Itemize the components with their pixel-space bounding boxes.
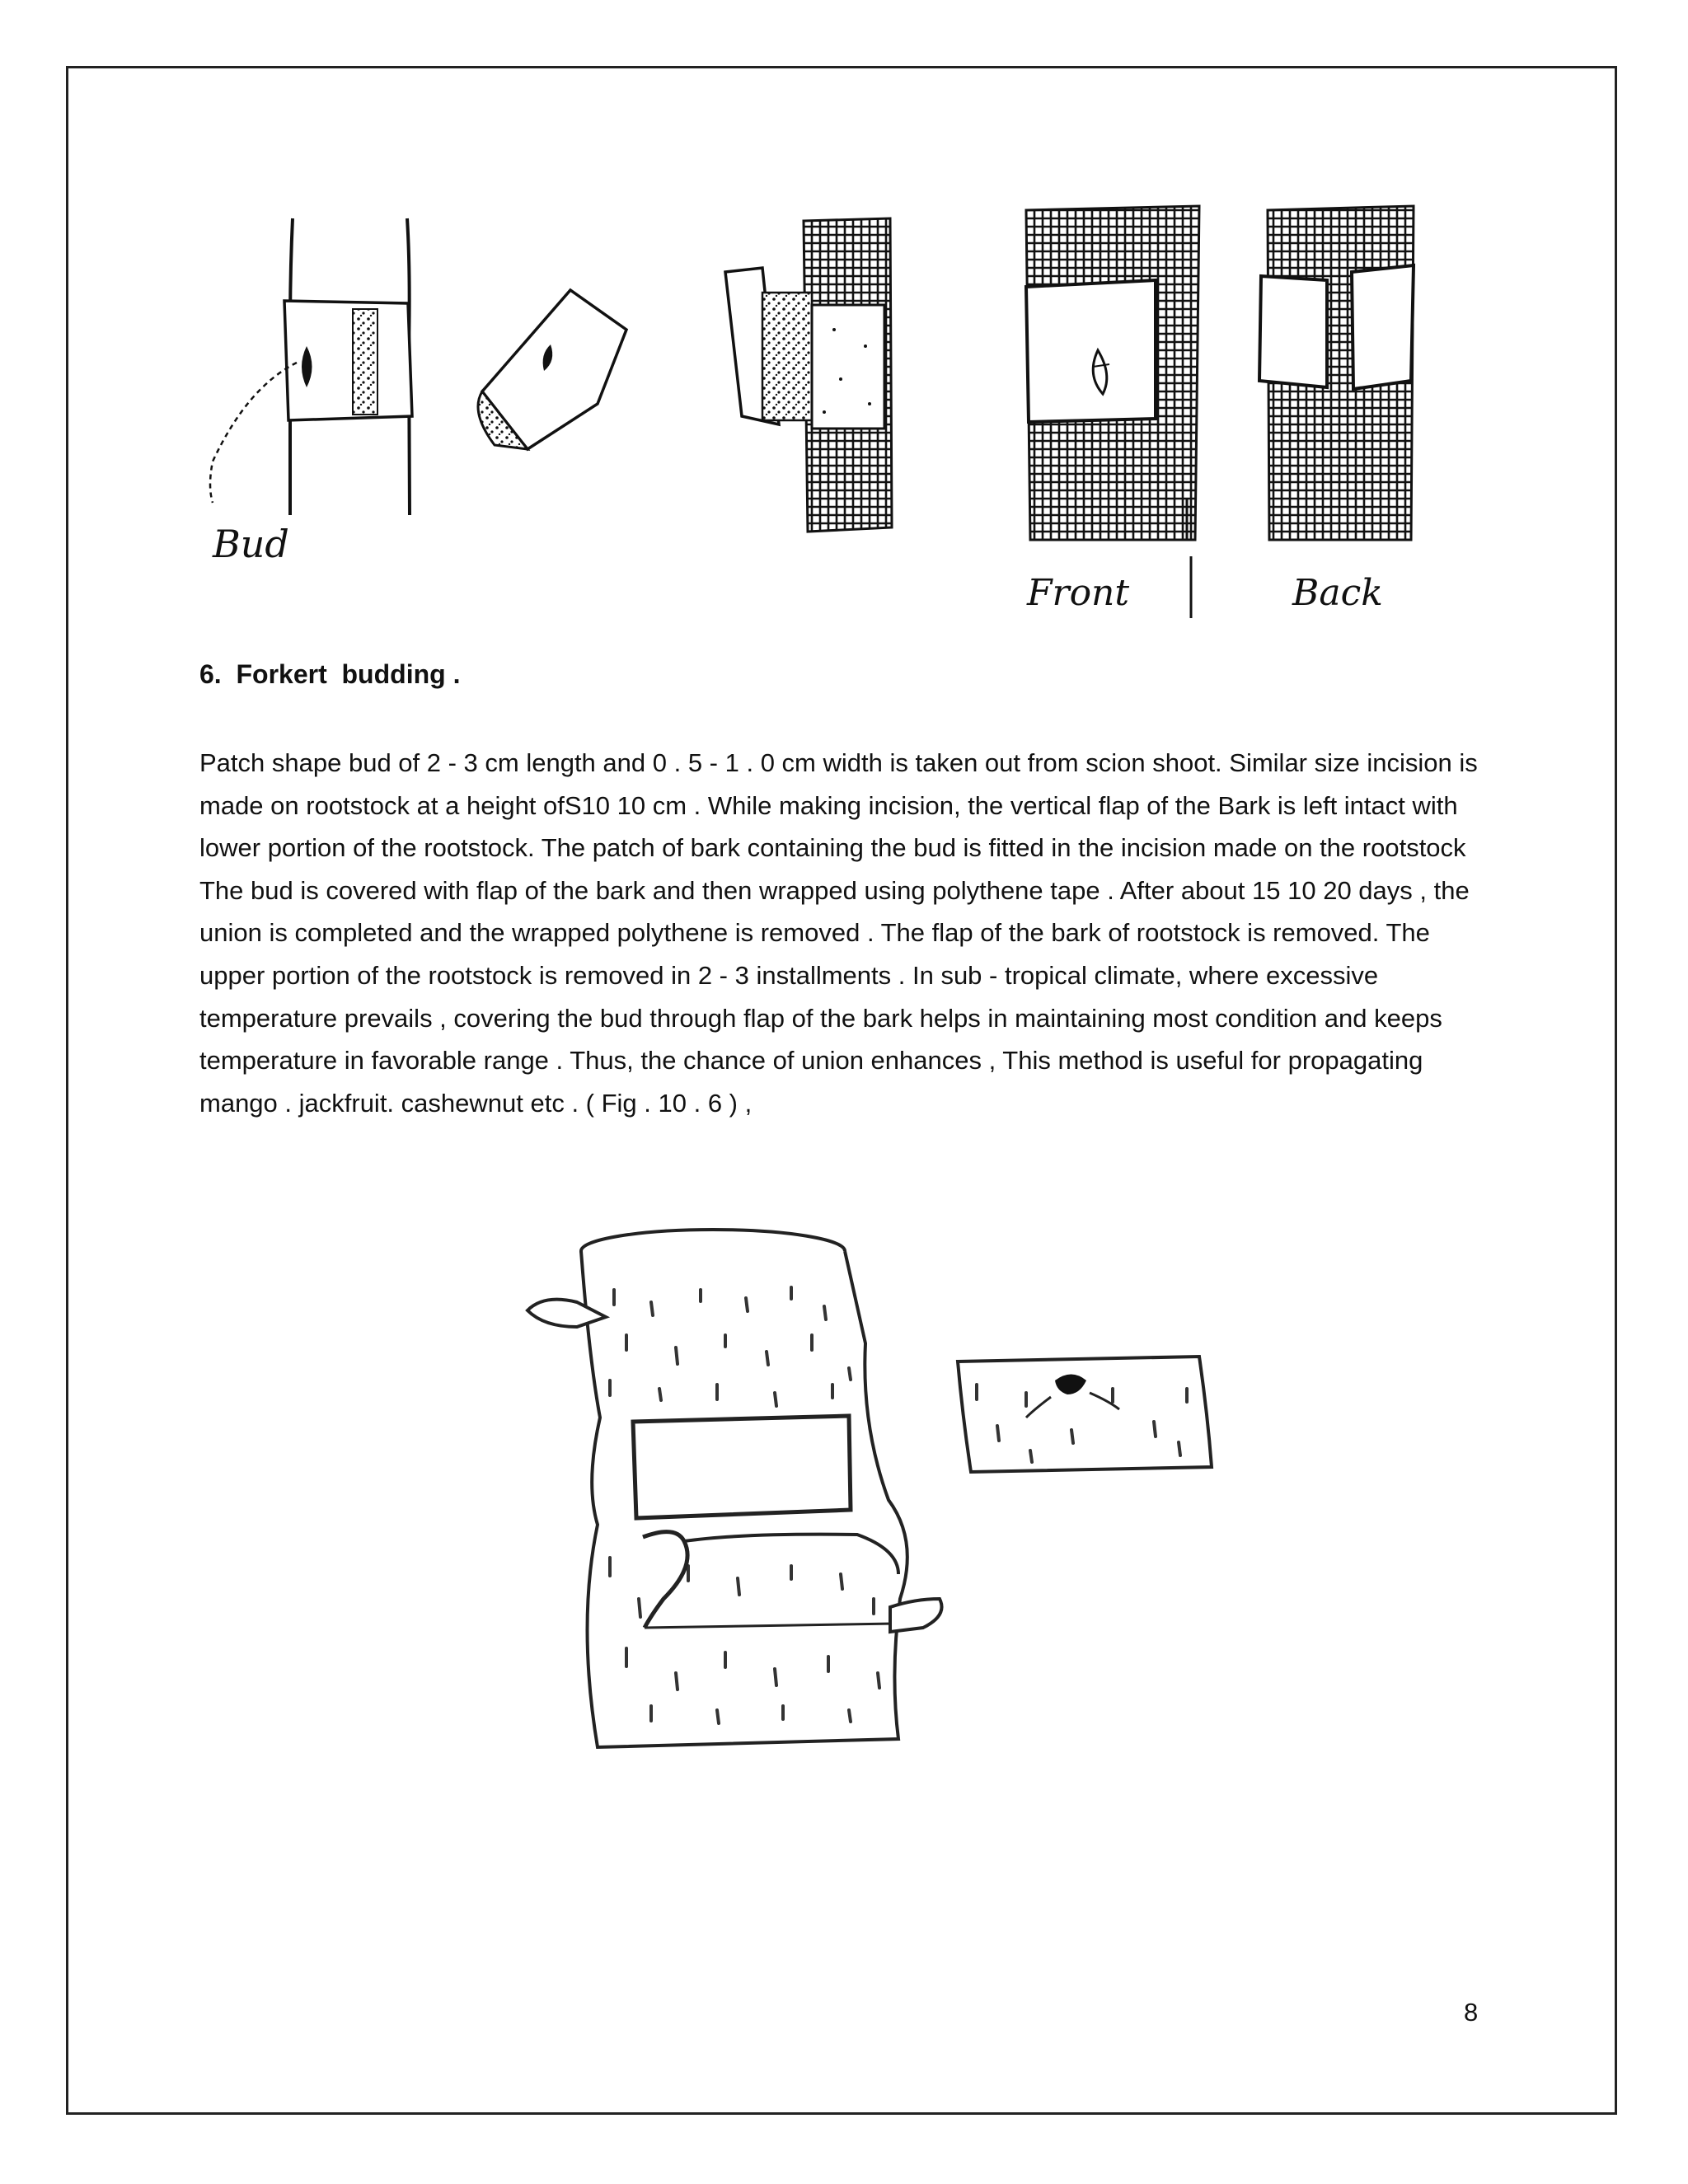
bark-patch-with-bud (958, 1357, 1212, 1472)
panel-detached-patch (478, 290, 626, 449)
panel-front-view (1026, 206, 1199, 540)
panel-back-view (1259, 206, 1414, 540)
bud-label: Bud (213, 522, 289, 566)
panel-flap-opened (725, 218, 892, 532)
section-heading: 6. Forkert budding . (199, 659, 461, 689)
rootstock-trunk (528, 1230, 942, 1747)
section-paragraph: Patch shape bud of 2 - 3 cm length and 0 . 5 - 1 . 0 cm width is taken out from scion shoot. Similar size incision is made on rootstock at a height ofS10 10 cm . While making incision, the vertical flap of the Bark is left intact with lower portion of the rootstock. The patch of bark containing the bud is fitted in the incision made on the rootstock The bud is covered with flap of the bark and then wrapped using polythene tape . After about 15 10 20 days , the union is completed and the wrapped polythene is removed . The flap of the bark of rootstock is removed. The upper portion of the rootstock is removed in 2 - 3 installments . In sub - tropical climate, where excessive temperature prevails , covering the bud through flap of the bark helps in maintaining most condition and keeps temperature in favorable range . Thus, the chance of union enhances , This method is useful for propagating mango . jackfruit. cashewnut etc . ( Fig . 10 . 6 ) , (199, 748, 1478, 1118)
page-number: 8 (1464, 1998, 1479, 2027)
front-label: Front (1027, 572, 1130, 614)
back-label: Back (1292, 572, 1383, 614)
forkert-budding-illustration (0, 1212, 1688, 1739)
budding-sequence-illustration (0, 0, 1688, 659)
panel-stem-with-patch (210, 218, 412, 515)
